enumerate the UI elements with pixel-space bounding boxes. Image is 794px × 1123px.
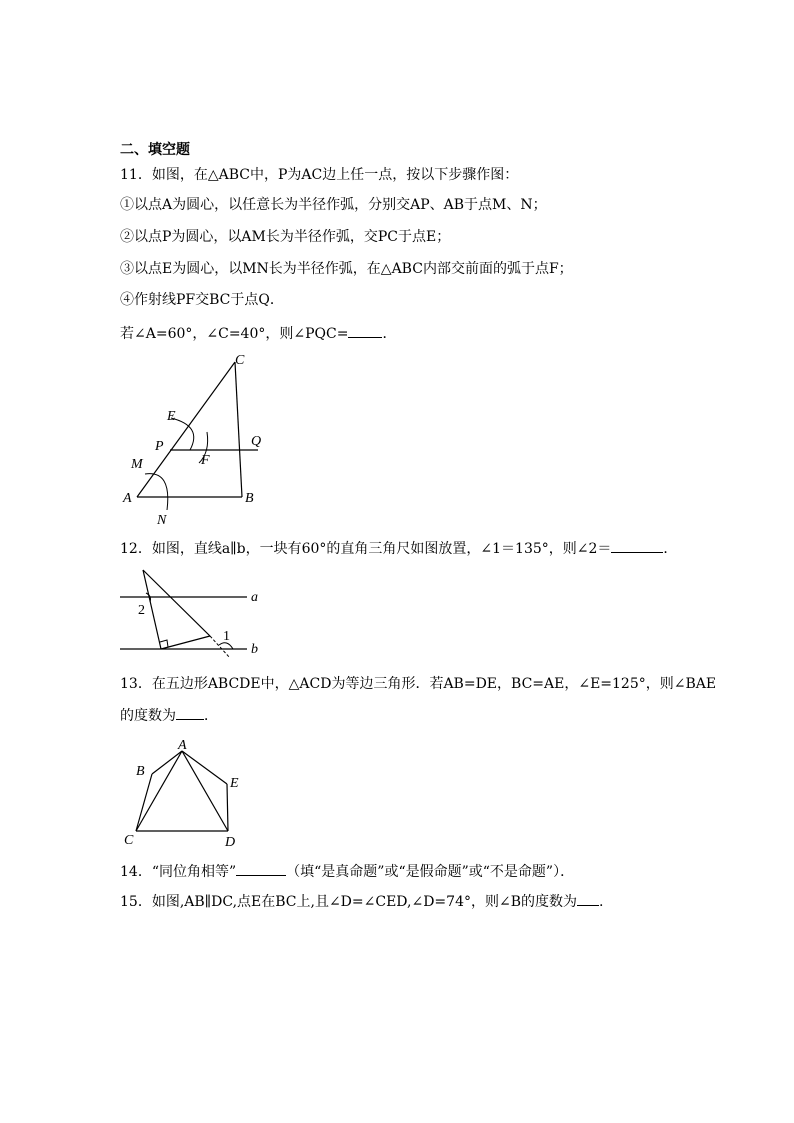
q11-side-ac <box>137 362 235 497</box>
q14-prefix: 14．“同位角相等” <box>120 864 237 880</box>
q11-arc-mn <box>145 474 168 510</box>
q11-side-cb <box>235 362 242 497</box>
q13-line1: 13．在五边形ABCDE中，△ACD为等边三角形．若AB=DE，BC=AE，∠E=125°，则∠BAE <box>120 676 717 692</box>
q13-diagonal-ad <box>182 751 228 831</box>
q11-step3: ③以点E为圆心，以MN长为半径作弧，在△ABC内部交前面的弧于点F； <box>120 261 573 277</box>
q11-triangle-figure <box>115 350 285 530</box>
q12-triangle-hypotenuse <box>143 570 210 636</box>
q11-question-end: ． <box>382 326 397 342</box>
q11-label-n: N <box>157 513 167 528</box>
q13-side-ab <box>152 751 182 774</box>
q14-suffix: （填“是真命题”或“是假命题”或“不是命题”）． <box>286 864 575 880</box>
q13-side-ea <box>182 751 227 784</box>
q13-label-e: E <box>230 776 239 791</box>
q11-label-q: Q <box>251 434 262 449</box>
q15-question-end: . <box>599 894 604 910</box>
q12-question-end: ． <box>663 541 678 557</box>
q12-label-b: b <box>251 642 258 657</box>
q13-side-bc <box>136 774 152 831</box>
q11-question-text: 若∠A=60°，∠C=40°，则∠PQC= <box>120 326 349 342</box>
q14-answer-blank <box>236 861 286 876</box>
q11-label-m: M <box>131 457 143 472</box>
q13-label-a: A <box>178 738 187 753</box>
q11-label-p: P <box>155 439 164 454</box>
q12-triangle-side-2 <box>161 636 210 649</box>
q12-answer-blank <box>611 538 663 553</box>
q13-label-c: C <box>124 833 134 848</box>
q12-parallel-lines-figure <box>115 565 275 660</box>
q13-side-de <box>227 784 228 831</box>
q13-diagonal-ac <box>136 751 182 831</box>
q12-text <box>120 538 677 559</box>
q11-answer-blank <box>348 323 382 338</box>
q13-line2-text: 的度数为 <box>120 708 176 724</box>
q11-label-c: C <box>235 353 245 368</box>
q13-pentagon-figure <box>115 735 255 850</box>
q15-answer-blank <box>577 891 599 906</box>
q12-label-a: a <box>251 590 258 605</box>
q14-text <box>120 861 574 882</box>
q12-label-2: 2 <box>138 603 145 618</box>
q11-label-a: A <box>123 491 132 506</box>
q15-question-text: 15．如图,AB∥DC,点E在BC上,且∠D=∠CED,∠D=74°，则∠B的度数为 <box>120 894 577 910</box>
q12-right-angle-mark <box>160 640 168 647</box>
q13-label-d: D <box>225 835 236 850</box>
q11-stem: 11．如图，在△ABC中，P为AC边上任一点，按以下步骤作图： <box>120 167 519 183</box>
q13-line2 <box>120 705 218 726</box>
q13-label-b: B <box>136 764 145 779</box>
q13-answer-blank <box>176 705 204 720</box>
q11-step4: ④作射线PF交BC于点Q． <box>120 292 284 308</box>
q15-text <box>120 891 603 912</box>
section-title: 二、填空题 <box>120 142 190 158</box>
q12-label-1: 1 <box>223 629 230 644</box>
q12-question-text: 12．如图，直线a∥b，一块有60°的直角三角尺如图放置，∠1＝135°，则∠2＝ <box>120 541 612 557</box>
q11-step1: ①以点A为圆心，以任意长为半径作弧，分别交AP、AB于点M、N； <box>120 197 547 213</box>
q12-triangle-side-1 <box>143 570 161 649</box>
q11-label-e: E <box>167 409 176 424</box>
q11-step2: ②以点P为圆心，以AM长为半径作弧，交PC于点E； <box>120 229 451 245</box>
q11-question <box>120 323 396 344</box>
q11-label-f: F <box>201 453 210 468</box>
q13-question-end: ． <box>204 708 218 724</box>
q11-label-b: B <box>245 491 254 506</box>
